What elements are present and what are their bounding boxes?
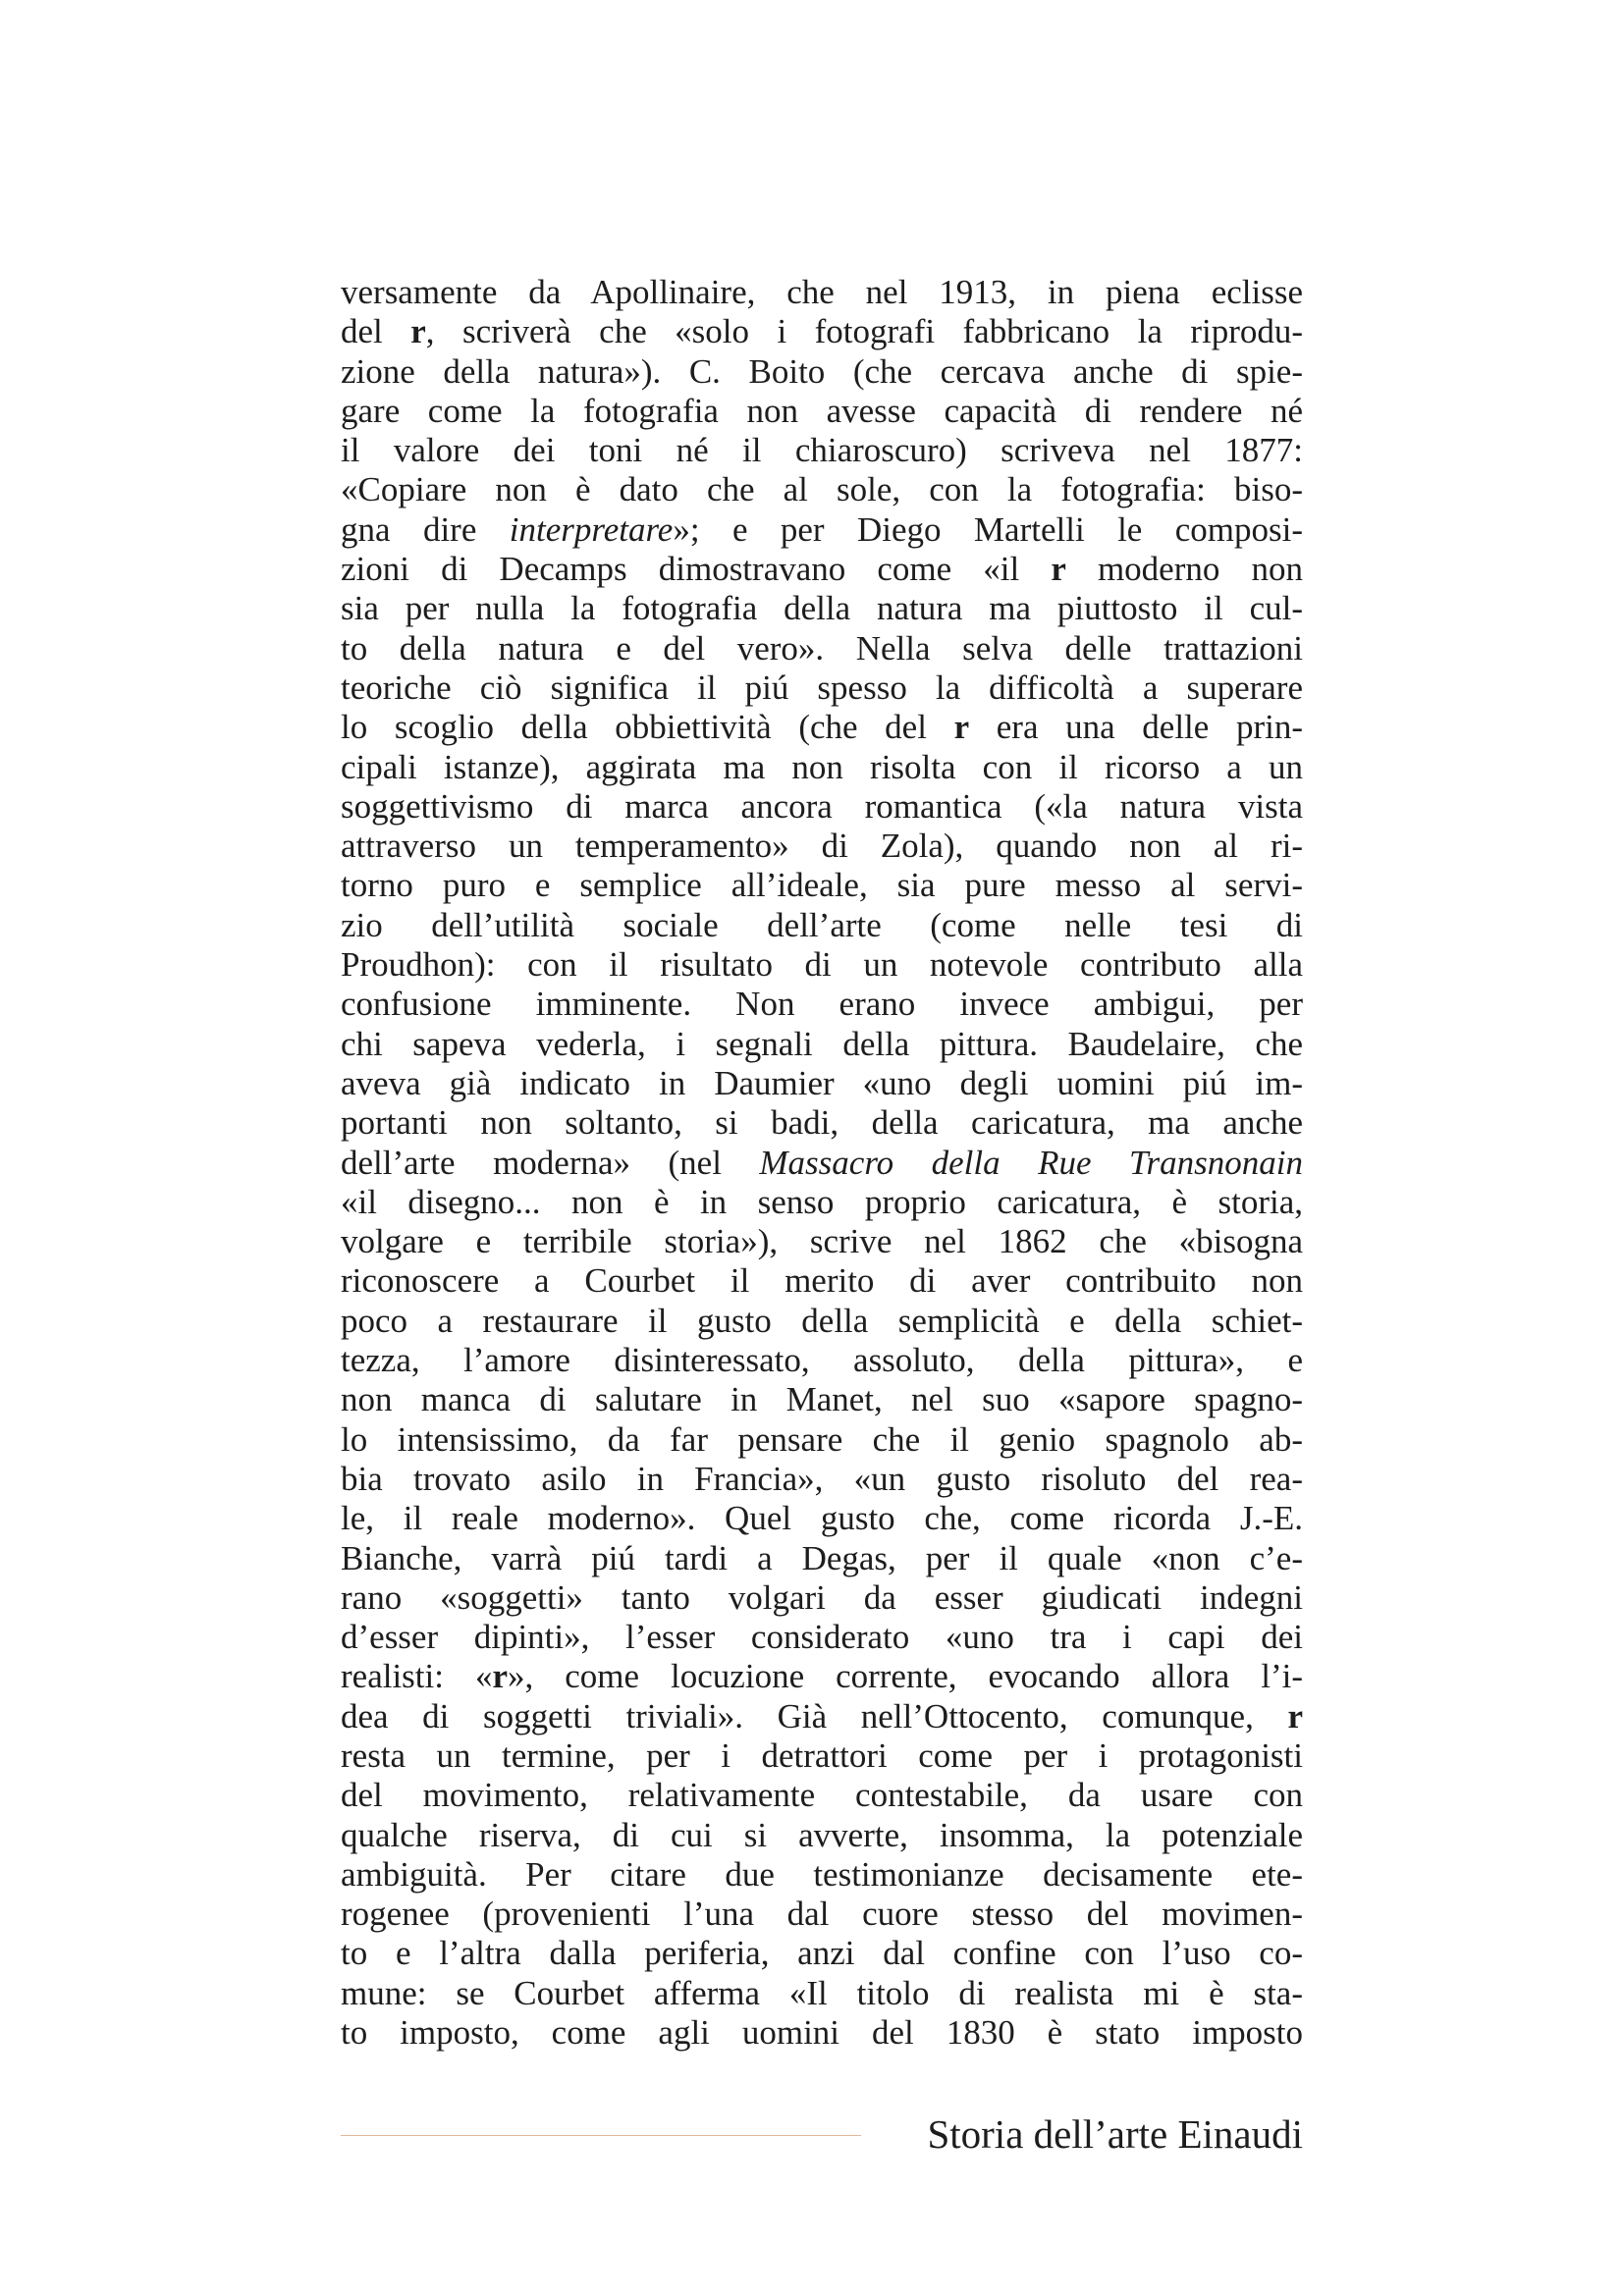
text-line: riconoscere a Courbet il merito di aver contribuito non <box>341 1261 1303 1301</box>
text-line: bia trovato asilo in Francia», «un gusto risoluto del rea- <box>341 1459 1303 1498</box>
text-line: le, il reale moderno». Quel gusto che, come ricorda J.-E. <box>341 1499 1303 1538</box>
text-line: soggettivismo di marca ancora romantica («la natura vista <box>341 786 1303 826</box>
text-line: cipali istanze), aggirata ma non risolta con il ricorso a un <box>341 747 1303 786</box>
text-line: aveva già indicato in Daumier «uno degli uomini piú im- <box>341 1063 1303 1102</box>
text-line: gare come la fotografia non avesse capacità di rendere né <box>341 391 1303 430</box>
body-text <box>341 273 1303 2053</box>
text-line: confusione imminente. Non erano invece ambigui, per <box>341 985 1303 1024</box>
text-line: lo scoglio della obbiettività (che del r era una delle prin- <box>341 708 1303 747</box>
text-line: dea di soggetti triviali». Già nell’Ottocento, comunque, r <box>341 1696 1303 1735</box>
text-line: d’esser dipinti», l’esser considerato «uno tra i capi dei <box>341 1618 1303 1657</box>
footer-title: Storia dell’arte Einaudi <box>927 2111 1303 2157</box>
text-line: gna dire interpretare»; e per Diego Martelli le composi- <box>341 509 1303 549</box>
text-line: zione della natura»). C. Boito (che cercava anche di spie- <box>341 351 1303 391</box>
text-line: zioni di Decamps dimostravano come «il r moderno non <box>341 550 1303 589</box>
text-line: versamente da Apollinaire, che nel 1913, in piena eclisse <box>341 273 1303 311</box>
text-line: teoriche ciò significa il piú spesso la difficoltà a superare <box>341 667 1303 707</box>
text-line: del r, scriverà che «solo i fotografi fabbricano la riprodu- <box>341 312 1303 351</box>
text-line: poco a restaurare il gusto della semplicità e della schiet- <box>341 1301 1303 1340</box>
text-line: chi sapeva vederla, i segnali della pittura. Baudelaire, che <box>341 1024 1303 1063</box>
text-line: non manca di salutare in Manet, nel suo «sapore spagno- <box>341 1380 1303 1419</box>
text-line: «il disegno... non è in senso proprio caricatura, è storia, <box>341 1182 1303 1221</box>
text-line: tezza, l’amore disinteressato, assoluto, della pittura», e <box>341 1341 1303 1380</box>
text-line: torno puro e semplice all’ideale, sia pure messo al servi- <box>341 866 1303 905</box>
text-line: to della natura e del vero». Nella selva delle trattazioni <box>341 628 1303 667</box>
text-line: zio dell’utilità sociale dell’arte (come nelle tesi di <box>341 905 1303 944</box>
page-footer <box>341 2112 1303 2156</box>
text-line: portanti non soltanto, si badi, della caricatura, ma anche <box>341 1103 1303 1143</box>
text-line: Proudhon): con il risultato di un notevole contributo alla <box>341 945 1303 985</box>
text-line: resta un termine, per i detrattori come per i protagonisti <box>341 1735 1303 1775</box>
text-line: del movimento, relativamente contestabile, da usare con <box>341 1776 1303 1815</box>
text-line: sia per nulla la fotografia della natura ma piuttosto il cul- <box>341 589 1303 628</box>
text-line: il valore dei toni né il chiaroscuro) scriveva nel 1877: <box>341 431 1303 470</box>
text-line: to e l’altra dalla periferia, anzi dal confine con l’uso co- <box>341 1934 1303 1973</box>
text-line: volgare e terribile storia»), scrive nel 1862 che «bisogna <box>341 1222 1303 1261</box>
text-line: mune: se Courbet afferma «Il titolo di realista mi è sta- <box>341 1973 1303 2012</box>
text-line: qualche riserva, di cui si avverte, insomma, la potenziale <box>341 1815 1303 1854</box>
text-line: Bianche, varrà piú tardi a Degas, per il quale «non c’e- <box>341 1538 1303 1577</box>
text-line: dell’arte moderna» (nel Massacro della Rue Transnonain <box>341 1143 1303 1182</box>
text-line: attraverso un temperamento» di Zola), quando non al ri- <box>341 827 1303 866</box>
text-line: to imposto, come agli uomini del 1830 è stato imposto <box>341 2013 1303 2053</box>
text-line: «Copiare non è dato che al sole, con la fotografia: biso- <box>341 470 1303 509</box>
text-line: rogenee (provenienti l’una dal cuore stesso del movimen- <box>341 1895 1303 1934</box>
text-line: rano «soggetti» tanto volgari da esser giudicati indegni <box>341 1577 1303 1617</box>
footer-rule <box>341 2135 861 2136</box>
text-line: lo intensissimo, da far pensare che il genio spagnolo ab- <box>341 1419 1303 1459</box>
text-line: realisti: «r», come locuzione corrente, evocando allora l’i- <box>341 1657 1303 1696</box>
text-line: ambiguità. Per citare due testimonianze decisamente ete- <box>341 1854 1303 1894</box>
